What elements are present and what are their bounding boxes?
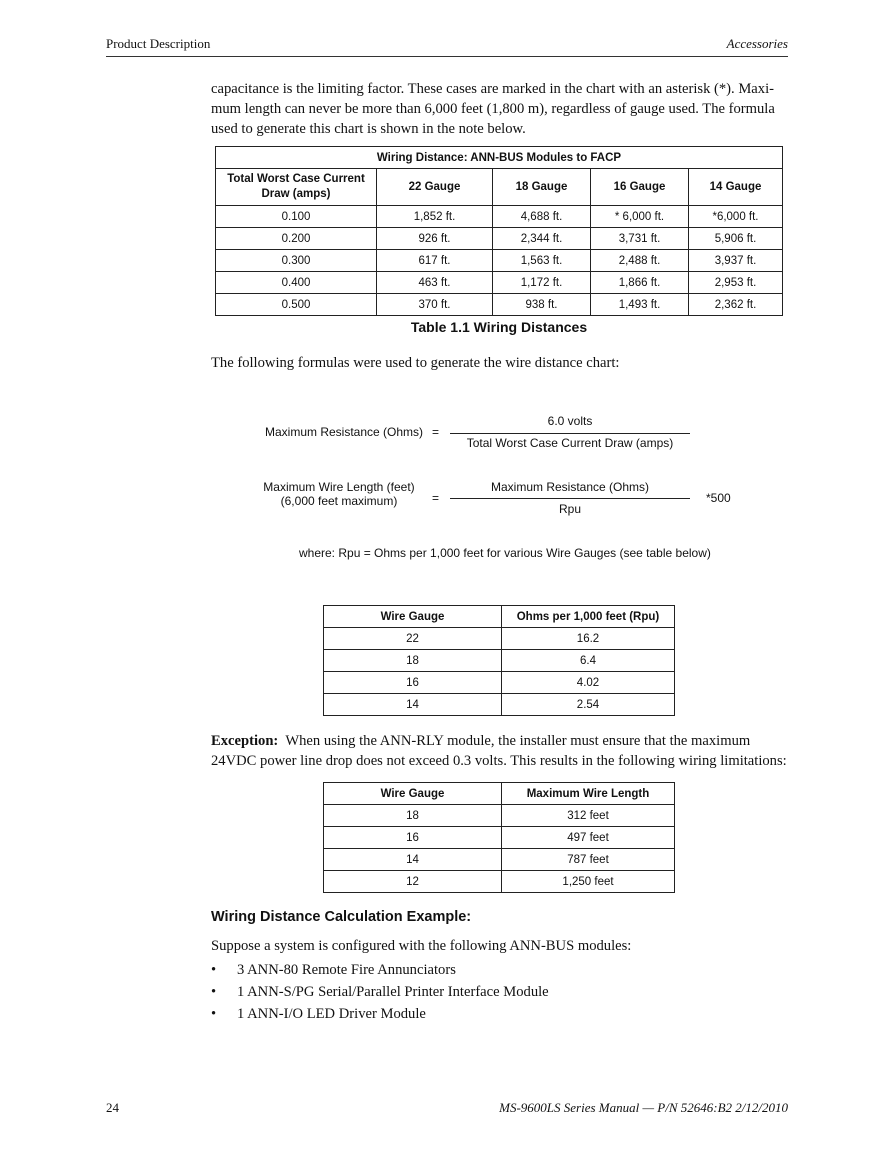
- table-cell: 4.02: [502, 672, 675, 694]
- formula2-equals: =: [432, 491, 440, 505]
- wiring-table-header-18: 18 Gauge: [493, 169, 591, 206]
- intro-line-1: capacitance is the limiting factor. These cases are marked in the chart with an asterisk (*). Maxi-: [211, 81, 774, 97]
- page-number: 24: [106, 1100, 119, 1115]
- table-cell: * 6,000 ft.: [591, 206, 689, 228]
- table-cell: 14: [324, 849, 502, 871]
- table-cell: 22: [324, 628, 502, 650]
- wiring-table-header-22: 22 Gauge: [377, 169, 493, 206]
- header-chapter: Accessories: [726, 36, 788, 51]
- list-item-text: 1 ANN-S/PG Serial/Parallel Printer Interface Module: [237, 984, 549, 1000]
- table-row: [324, 694, 675, 716]
- rpu-header-gauge: Wire Gauge: [324, 606, 502, 628]
- table-cell: 938 ft.: [493, 294, 591, 316]
- table-cell: 14: [324, 694, 502, 716]
- table-cell: 787 feet: [502, 849, 675, 871]
- table-cell: 5,906 ft.: [689, 228, 783, 250]
- table-cell: 12: [324, 871, 502, 893]
- list-item-text: 1 ANN-I/O LED Driver Module: [237, 1006, 426, 1022]
- table-cell: 2,488 ft.: [591, 250, 689, 272]
- table-row: [324, 805, 675, 827]
- table-row: [324, 871, 675, 893]
- formula1-label: Maximum Resistance (Ohms): [265, 425, 424, 439]
- rpu-header-ohms: Ohms per 1,000 feet (Rpu): [502, 606, 675, 628]
- table-cell: 926 ft.: [377, 228, 493, 250]
- table-cell: 1,172 ft.: [493, 272, 591, 294]
- formula2-fraction-bar: [450, 498, 690, 499]
- exception-line-2: 24VDC power line drop does not exceed 0.3 volts. This results in the following wiring limitations:: [211, 753, 787, 769]
- bullet-glyph: •: [211, 1006, 217, 1022]
- exception-label: Exception:: [211, 733, 279, 749]
- table-row: [216, 228, 783, 250]
- table-cell: 16.2: [502, 628, 675, 650]
- example-heading: Wiring Distance Calculation Example:: [211, 909, 472, 925]
- list-item-text: 3 ANN-80 Remote Fire Annunciators: [237, 962, 456, 978]
- footer-manual: MS-9600LS Series Manual — P/N 52646:B2 2/12/2010: [499, 1100, 788, 1115]
- table-cell: 3,937 ft.: [689, 250, 783, 272]
- formula-intro: The following formulas were used to generate the wire distance chart:: [211, 355, 620, 371]
- bullet-glyph: •: [211, 962, 217, 978]
- table-cell: 18: [324, 650, 502, 672]
- table-cell: 370 ft.: [377, 294, 493, 316]
- formula2-denominator: Rpu: [558, 502, 581, 516]
- rly-limit-table: [323, 782, 675, 893]
- table-cell: 463 ft.: [377, 272, 493, 294]
- table-cell: 2,953 ft.: [689, 272, 783, 294]
- wiring-table-header-current: Total Worst Case Current Draw (amps): [216, 169, 377, 206]
- formula1-equals: =: [432, 425, 440, 439]
- exception-line-1: When using the ANN-RLY module, the installer must ensure that the maximum: [278, 733, 751, 749]
- example-intro: Suppose a system is configured with the following ANN-BUS modules:: [211, 938, 632, 954]
- rpu-table: [323, 605, 675, 716]
- table-cell: 1,866 ft.: [591, 272, 689, 294]
- header-section: Product Description: [106, 36, 211, 51]
- formula2-multiplier: *500: [706, 491, 731, 505]
- intro-line-2: mum length can never be more than 6,000 feet (1,800 m), regardless of gauge used. The formula: [211, 101, 775, 117]
- table-cell: 312 feet: [502, 805, 675, 827]
- table-row: [324, 672, 675, 694]
- wiring-table-header-14: 14 Gauge: [689, 169, 783, 206]
- wiring-distance-table: [215, 146, 783, 316]
- formula1-denominator: Total Worst Case Current Draw (amps): [466, 436, 674, 450]
- table-cell: 1,563 ft.: [493, 250, 591, 272]
- table-row: [216, 294, 783, 316]
- wiring-table-header-16: 16 Gauge: [591, 169, 689, 206]
- table-cell: 2,362 ft.: [689, 294, 783, 316]
- table-row: [324, 827, 675, 849]
- formula1-numerator: 6.0 volts: [547, 414, 593, 428]
- table-row: [216, 272, 783, 294]
- formula-where-note: where: Rpu = Ohms per 1,000 feet for various Wire Gauges (see table below): [299, 546, 711, 560]
- exception-paragraph: [211, 731, 789, 771]
- table-row: [324, 650, 675, 672]
- bullet-glyph: •: [211, 984, 217, 1000]
- table-row: [324, 849, 675, 871]
- formula2-label-line2: (6,000 feet maximum): [280, 494, 398, 508]
- table-cell: 0.300: [216, 250, 377, 272]
- table-cell: *6,000 ft.: [689, 206, 783, 228]
- table-cell: 0.100: [216, 206, 377, 228]
- table-row: [216, 206, 783, 228]
- wiring-table-title: Wiring Distance: ANN-BUS Modules to FACP: [216, 147, 783, 169]
- rly-header-length: Maximum Wire Length: [502, 783, 675, 805]
- table-cell: 1,493 ft.: [591, 294, 689, 316]
- page-header: [106, 36, 788, 57]
- table-cell: 2,344 ft.: [493, 228, 591, 250]
- table-cell: 1,250 feet: [502, 871, 675, 893]
- formula1-fraction-bar: [450, 433, 690, 434]
- table-cell: 4,688 ft.: [493, 206, 591, 228]
- table-cell: 16: [324, 672, 502, 694]
- table-cell: 16: [324, 827, 502, 849]
- table-cell: 1,852 ft.: [377, 206, 493, 228]
- intro-paragraph: [211, 79, 789, 139]
- table-cell: 0.200: [216, 228, 377, 250]
- table-cell: 0.500: [216, 294, 377, 316]
- table-cell: 617 ft.: [377, 250, 493, 272]
- table-caption: Table 1.1 Wiring Distances: [410, 319, 588, 335]
- intro-line-3: used to generate this chart is shown in the note below.: [211, 121, 526, 137]
- table-row: [324, 628, 675, 650]
- rly-header-gauge: Wire Gauge: [324, 783, 502, 805]
- formula2-label-line1: Maximum Wire Length (feet): [263, 480, 415, 494]
- table-cell: 18: [324, 805, 502, 827]
- table-row: [216, 250, 783, 272]
- table-cell: 0.400: [216, 272, 377, 294]
- table-cell: 497 feet: [502, 827, 675, 849]
- table-cell: 6.4: [502, 650, 675, 672]
- formula2-numerator: Maximum Resistance (Ohms): [490, 480, 650, 494]
- table-cell: 2.54: [502, 694, 675, 716]
- table-cell: 3,731 ft.: [591, 228, 689, 250]
